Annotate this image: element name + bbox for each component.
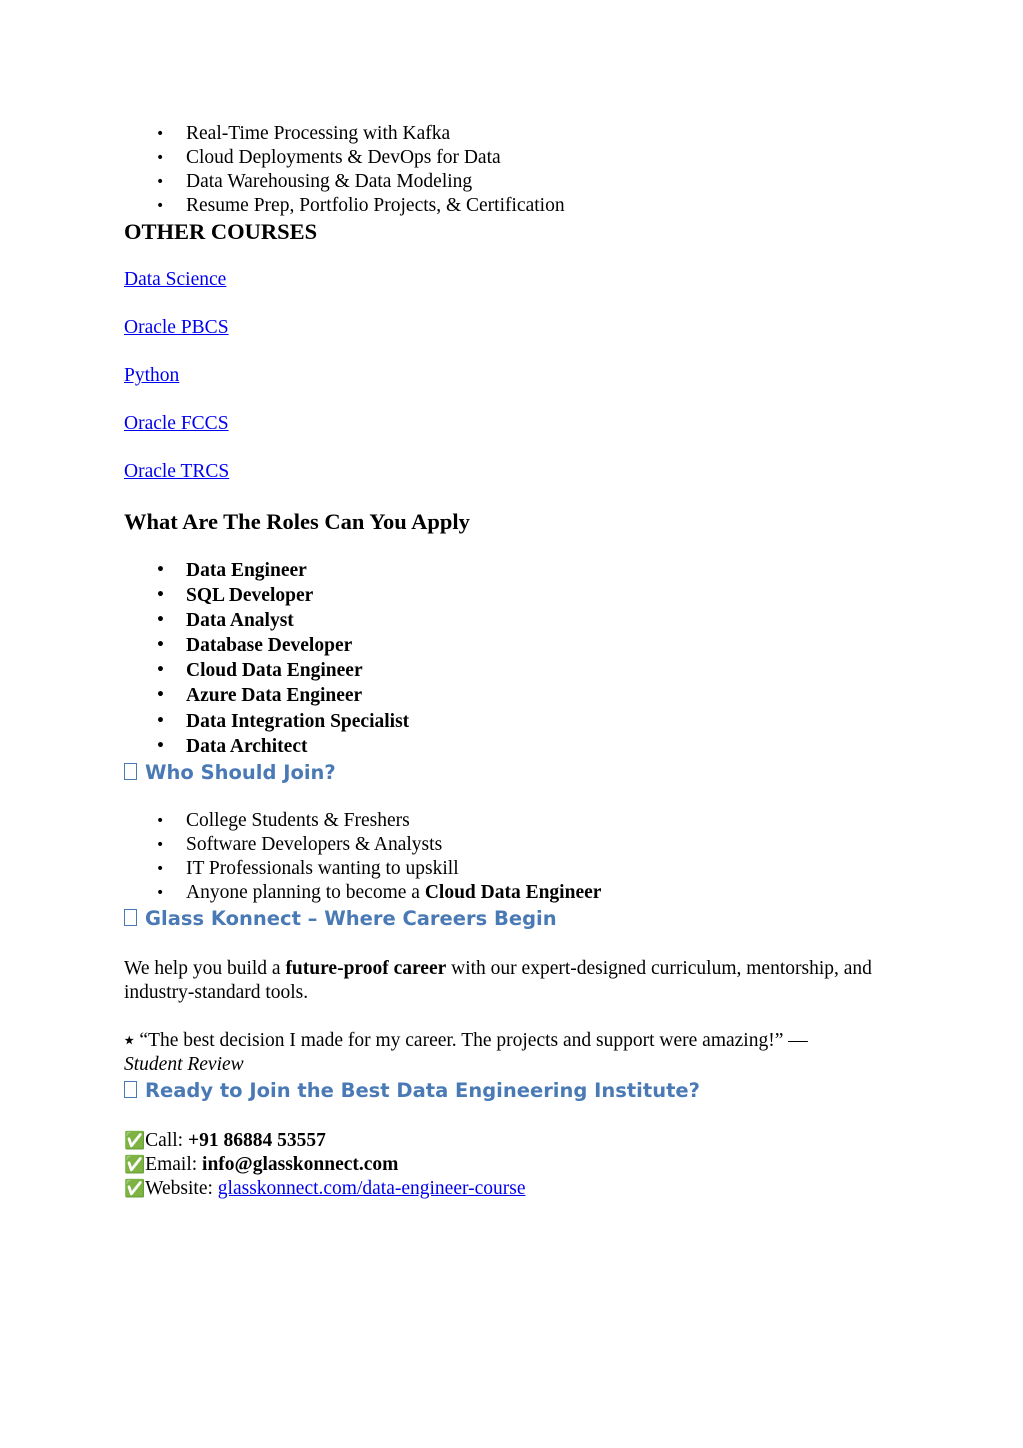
contact-website: ✅Website: glasskonnect.com/data-engineer-course xyxy=(124,1177,526,1199)
bullet-icon: • xyxy=(156,860,165,877)
link-data-science[interactable]: Data Science xyxy=(124,269,227,290)
list-item: • Data Engineer xyxy=(124,558,904,583)
bullet-icon: • xyxy=(156,662,165,679)
contact-email: ✅Email: info@glasskonnect.com xyxy=(124,1153,399,1175)
bullet-icon: • xyxy=(156,637,165,654)
missing-glyph-box-icon xyxy=(124,909,137,926)
missing-glyph-box-icon xyxy=(124,1081,137,1098)
curriculum-list xyxy=(124,122,904,218)
bullet-icon: • xyxy=(156,198,165,214)
contact-call: ✅Call: +91 86884 53557 xyxy=(124,1129,326,1151)
student-review: ⭑ “The best decision I made for my career. The projects and support were amazing!” — Student Review xyxy=(124,1029,808,1075)
ready-to-join-heading: Ready to Join the Best Data Engineering Institute? xyxy=(124,1077,904,1105)
link-oracle-pbcs[interactable]: Oracle PBCS xyxy=(124,317,229,338)
bullet-icon: • xyxy=(156,836,165,853)
bullet-icon: • xyxy=(156,126,165,142)
bullet-icon: • xyxy=(156,712,165,729)
link-oracle-fccs[interactable]: Oracle FCCS xyxy=(124,413,229,434)
link-oracle-trcs[interactable]: Oracle TRCS xyxy=(124,461,230,482)
course-links xyxy=(124,268,904,484)
document-page xyxy=(124,122,904,1201)
bullet-icon: • xyxy=(156,687,165,704)
list-item: • Azure Data Engineer xyxy=(124,683,904,708)
roles-list xyxy=(124,558,904,759)
list-item: • Cloud Data Engineer xyxy=(124,658,904,683)
bullet-icon: • xyxy=(156,174,165,190)
bullet-icon: • xyxy=(156,612,165,629)
list-item: • Data Architect xyxy=(124,734,904,759)
join-list xyxy=(124,809,904,905)
other-courses-heading: OTHER COURSES xyxy=(124,219,318,244)
glass-konnect-heading: Glass Konnect – Where Careers Begin xyxy=(124,905,904,933)
list-item: • Data Integration Specialist xyxy=(124,709,904,734)
website-link[interactable]: glasskonnect.com/data-engineer-course xyxy=(217,1177,526,1199)
link-python[interactable]: Python xyxy=(124,365,180,386)
list-item: • SQL Developer xyxy=(124,583,904,608)
list-item: • IT Professionals wanting to upskill xyxy=(156,857,459,879)
who-should-join-heading: Who Should Join? xyxy=(124,759,904,787)
bullet-icon: • xyxy=(156,150,165,166)
check-icon: ✅ xyxy=(124,1130,146,1151)
list-item: • Resume Prep, Portfolio Projects, & Certification xyxy=(156,195,565,216)
missing-glyph-box-icon xyxy=(124,763,137,780)
list-item: • Cloud Deployments & DevOps for Data xyxy=(156,147,501,168)
check-icon: ✅ xyxy=(124,1178,146,1199)
list-item: • College Students & Freshers xyxy=(156,809,410,831)
list-item: • Data Warehousing & Data Modeling xyxy=(156,171,473,192)
bullet-icon: • xyxy=(156,737,165,754)
roles-heading: What Are The Roles Can You Apply xyxy=(124,509,470,534)
list-item: • Database Developer xyxy=(124,633,904,658)
list-item: • Data Analyst xyxy=(124,608,904,633)
list-item: • Anyone planning to become a Cloud Data Engineer xyxy=(156,881,602,903)
list-item: • Real-Time Processing with Kafka xyxy=(156,123,451,144)
bullet-icon: • xyxy=(156,562,165,578)
star-icon: ⭑ xyxy=(124,1029,135,1051)
list-item: • Software Developers & Analysts xyxy=(156,833,443,855)
check-icon: ✅ xyxy=(124,1154,146,1175)
contact-block xyxy=(124,1129,904,1201)
about-paragraph: We help you build a future-proof career with our expert-designed curriculum, mentorship, and industry-standard tools. xyxy=(124,957,872,1003)
bullet-icon: • xyxy=(156,812,165,829)
bullet-icon: • xyxy=(156,884,165,901)
bullet-icon: • xyxy=(156,587,165,604)
